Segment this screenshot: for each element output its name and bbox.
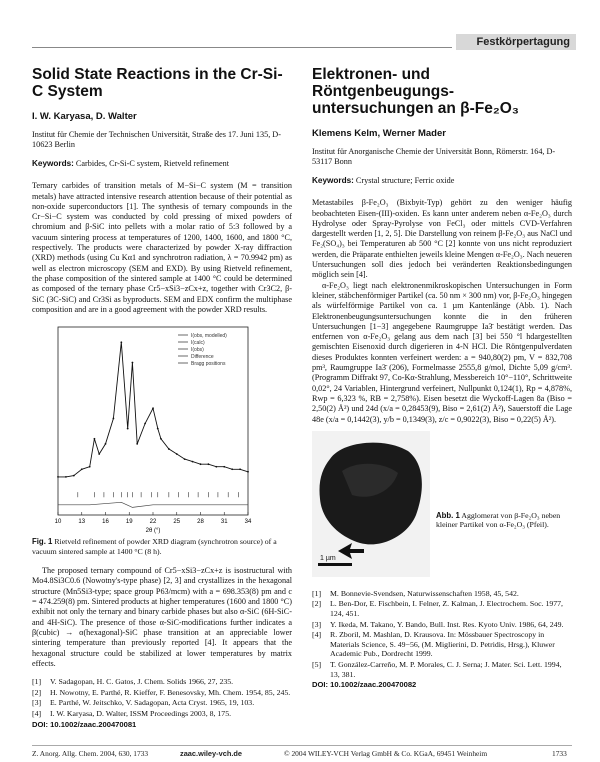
scale-bar (318, 563, 352, 566)
footer-site: zaac.wiley-vch.de (180, 749, 243, 758)
data-point (157, 428, 159, 430)
left-keywords: Keywords: Carbides, Cr-Si-C system, Rietveld refinement (32, 159, 230, 169)
plot-frame (58, 327, 248, 515)
footer-journal: Z. Anorg. Allg. Chem. 2004, 630, 1733 (32, 749, 149, 758)
data-point (113, 418, 115, 420)
tem-micrograph (312, 431, 430, 577)
reference-text: I. W. Karyasa, D. Walter, ISSM Proceedings 2003, 8, 175. (50, 708, 232, 718)
legend-label: Bragg positions (191, 361, 226, 368)
reference-item (32, 709, 292, 719)
right-paragraph-1: Metastabiles β-Fe₂O₃ (Bixbyit-Typ) gehört zu den weniger häufig beobachteten Eisen-(III)-oxiden. Es kann unter anderem neben α-Fe₂O₃ durch Hydrolyse oder Spray-Pyrolyse von FeCl₃ oder mittels CVD-Verfahren dargestellt werden [1, 2, 5]. Die Darstellung von reinem β-Fe₂O₃ aus NaCl und Fe₂(SO₄)₃ bei Temperaturen ab 500 °C [2] konnte von uns nicht reproduziert werden, die Präparate enthielten jeweils kleine Mengen α-Fe₂O₃. Nach neueren Untersuchungen soll dies jedoch bei veränderten Reaktionsbedingungen möglich sein [4]. (312, 198, 572, 280)
header-rule (32, 47, 452, 48)
right-paragraph-2: α-Fe₂O₃ liegt nach elektronenmikroskopischen Untersuchungen in Form kleiner, stäbchenförmiger Partikel (ca. 50 nm × 300 nm) vor, β-Fe₂O₃ hingegen als würfelförmige Partikel von ca. 1 µm Kantenlänge (Abb. 1). Nach Elektronenbeugungsuntersuchungen konnte die in den früheren Untersuchungen [1−3] angegebene Raumgruppe Ia3̄ bestätigt werden. Das entfernen von α-Fe₂O₃ gelang aus dem nach [3] bei 550 °l hdargestellten gemischten Eisenoxid durch digerieren in 4-N HCl. Die Röntgenpulverdaten dieses Produktes konnten verfeinert werden: a = 940,80(2) pm, V = 832,708 pm³, Raumgruppe Ia3̄ (206), Formelmasse 2555,8 g/mol, Dichte 5,09 g/cm³. (Programm Diffrakt 97, Co-Kα-Strahlung, Messbereich 10°−110°, Schrittweite 0,02°, 24 Variablen, Hintergrund verfeinert, Nullpunkt 0,124(1), Rp = 4,878%, Rwp = 6,323 %, RB = 2,758%). Eisen besetzt die Wyckoff-Lagen 8a (Biso = 2,50(2) Å²) und 24d (x/a = 0,28453(9), Biso = 2,61(2) Å²), Sauerstoff die Lage 48e (x/a = 0,1442(3), y/b = 0,1349(3), z/c = 0,9022(3), Biso = 0,22(5) Å²). (312, 280, 572, 424)
reference-number: [3] (32, 698, 42, 708)
x-tick-label: 10 (54, 519, 62, 526)
xrd-figure (34, 321, 254, 535)
reference-text: R. Zboril, M. Mashlan, D. Krausova. In: Mössbauer Spectroscopy in Materials Science, S. 49−56, (M. Miglierini, D. Petridis, Hrsg.), Kluwer Academic Pub., Dordrecht 1999. (330, 630, 555, 659)
data-point (57, 476, 59, 478)
right-authors: Klemens Kelm, Werner Mader (312, 128, 446, 139)
reference-item (312, 660, 572, 679)
data-point (192, 461, 194, 463)
reference-item (312, 599, 572, 618)
left-paragraph-2: The proposed ternary compound of Cr5−xSi3−zCx+z is isostructural with Mo4.8Si3C0.6 (Nowotny's-type phase) [2, 3] and crystallizes in the hexagonal structure (Mn5Si3-type; space group P63/mcm) with a = 698.353(8) pm and c = 474.259(8) pm. Sintered products at higher temperatures (1600 and 1800 °C) exhibit not only the ternary and binary carbide phases but also α-SiC (6H-SiC- and 4H-SiC). The presence of those α-SiC-modifications further indicates a β(cubic) → α(hexagonal)-SiC phase transition at an appreciable lower sintering temperature than previously reported [4]. It appears that the hexagonal structure could be stabilized at lower temperatures by matrix effects. (32, 566, 292, 668)
data-point (144, 423, 146, 425)
data-point (168, 448, 170, 450)
reference-text: H. Nowotny, E. Parthé, R. Kieffer, F. Benesovsky, Mh. Chem. 1954, 85, 245. (50, 687, 291, 697)
data-point (65, 476, 67, 478)
data-point (160, 438, 162, 440)
data-point (94, 438, 96, 440)
data-point (223, 466, 225, 468)
scale-label: 1 µm (320, 554, 336, 562)
reference-text: Y. Ikeda, M. Takano, Y. Bando, Bull. Inst. Res. Kyoto Univ. 1986, 64, 249. (330, 619, 564, 629)
tem-figure (312, 431, 572, 581)
reference-number: [4] (312, 630, 322, 640)
data-point (176, 453, 178, 455)
data-point (184, 458, 186, 460)
left-doi: DOI: 10.1002/zaac.200470081 (32, 719, 137, 729)
footer-copyright: © 2004 WILEY-VCH Verlag GmbH & Co. KGaA, 69451 Weinheim (284, 749, 488, 758)
right-title: Elektronen- und Röntgenbeugungs- untersuchungen an β-Fe₂O₃ (312, 66, 519, 117)
data-point (152, 408, 154, 410)
left-figure-caption: Fig. 1 Rietveld refinement of powder XRD diagram (synchrotron source) of a vacuum sintered sample at 1400 °C (8 h). (32, 537, 277, 556)
legend-label: I(calc) (191, 340, 205, 347)
legend-label: I(obs, modelled) (191, 333, 227, 340)
x-tick-label: 34 (244, 519, 252, 526)
right-keywords: Keywords: Crystal structure; Ferric oxide (312, 176, 455, 186)
reference-text: M. Bonnevie-Svendsen, Naturwissenschaften 1958, 45, 542. (330, 588, 519, 598)
reference-number: [5] (312, 659, 322, 669)
reference-item (312, 589, 572, 599)
x-tick-label: 25 (173, 519, 181, 526)
reference-number: [2] (312, 599, 322, 609)
right-figure-caption: Abb. 1 Agglomerat von β-Fe₂O₃ neben kleiner Partikel von α-Fe₂O₃ (Pfeil). (436, 510, 561, 530)
data-point (98, 453, 100, 455)
reference-item (312, 620, 572, 630)
legend-label: I(obs) (191, 347, 204, 354)
reference-item (32, 677, 292, 687)
data-point (89, 466, 91, 468)
data-point (127, 428, 129, 430)
data-point (73, 475, 75, 477)
reference-text: V. Sadagopan, H. C. Gatos, J. Chem. Solids 1966, 27, 235. (50, 677, 234, 687)
x-tick-label: 28 (197, 519, 204, 526)
data-point (81, 469, 83, 471)
data-point (231, 469, 233, 471)
left-affiliation: Institut für Chemie der Technischen Universität, Straße des 17. Juni 135, D-10623 Berlin (32, 130, 281, 150)
left-paragraph-1: Ternary carbides of transition metals of M−Si−C system (M = transition metals) have attracted intensive research attention because of their potential as non-oxide superconductors [1]. The synthesis of ternary compounds in the Cr−Si−C system was conducted by cold pressing of mixed powders of chromium and β-SiC into pellets with a molar ratio of 5:3 followed by a vacuum sintering process at temperatures of 1200, 1400, 1600, and 1800 °C, respectively. The products were characterized by powder X-ray diffraction (XRD) methods (using Cu Kα1 and synchrotron radiation, λ = 70.9942 pm) as well as electron microscopy (SEM and EXD). By using Rietveld refinement, the phase composition of the sintered sample at 1400 °C could be determined as composed of the ternary phase Cr5−xSi3−zCx+z, together with Cr3C2, β-SiC (3C-SiC) and Cr3Si as byproducts. SEM and EDX confirm the multiphase composition and are in a good agreement with the powder XRD results. (32, 181, 292, 314)
left-authors: I. W. Karyasa, D. Walter (32, 111, 137, 122)
x-tick-label: 13 (78, 519, 86, 526)
right-references (312, 589, 572, 679)
x-tick-label: 22 (149, 519, 157, 526)
data-point (136, 443, 138, 445)
reference-item (32, 688, 292, 698)
data-point (239, 469, 241, 471)
data-point (105, 443, 107, 445)
x-tick-label: 31 (220, 519, 228, 526)
reference-number: [4] (32, 708, 42, 718)
x-axis-label: 2θ (°) (145, 528, 161, 535)
left-title: Solid State Reactions in the Cr-Si-C System (32, 66, 283, 100)
legend-label: Difference (191, 354, 214, 361)
data-point (215, 466, 217, 468)
data-point (247, 471, 249, 473)
reference-text: L. Ben-Dor, E. Fischbein, I. Felner, Z. Kalman, J. Electrochem. Soc. 1977, 124, 451. (330, 599, 564, 619)
reference-number: [1] (312, 588, 322, 598)
reference-number: [3] (312, 619, 322, 629)
right-affiliation: Institut für Anorganische Chemie der Universität Bonn, Römerstr. 164, D-53117 Bonn (312, 147, 556, 167)
reference-text: T. González-Carreño, M. P. Morales, C. J. Serna; J. Mater. Sci. Lett. 1994, 13, 381. (330, 659, 562, 679)
reference-item (32, 698, 292, 708)
data-point (208, 463, 210, 465)
data-point (132, 362, 134, 364)
data-point (200, 463, 202, 465)
footer-page: 1733 (552, 749, 567, 758)
footer-rule (32, 745, 572, 746)
x-tick-label: 16 (102, 519, 109, 526)
reference-text: E. Parthé, W. Jeitschko, V. Sadagopan, Acta Cryst. 1965, 19, 103. (50, 698, 255, 708)
left-article (32, 66, 292, 730)
x-tick-label: 19 (125, 519, 133, 526)
reference-item (312, 630, 572, 659)
left-references (32, 677, 292, 718)
right-article (312, 66, 572, 690)
reference-number: [2] (32, 687, 42, 697)
right-doi: DOI: 10.1002/zaac.200470082 (312, 680, 417, 690)
section-tag: Festkörpertagung (456, 34, 576, 50)
reference-number: [1] (32, 677, 42, 687)
data-point (120, 341, 122, 343)
xrd-chart (34, 321, 254, 535)
tem-image (312, 431, 430, 577)
